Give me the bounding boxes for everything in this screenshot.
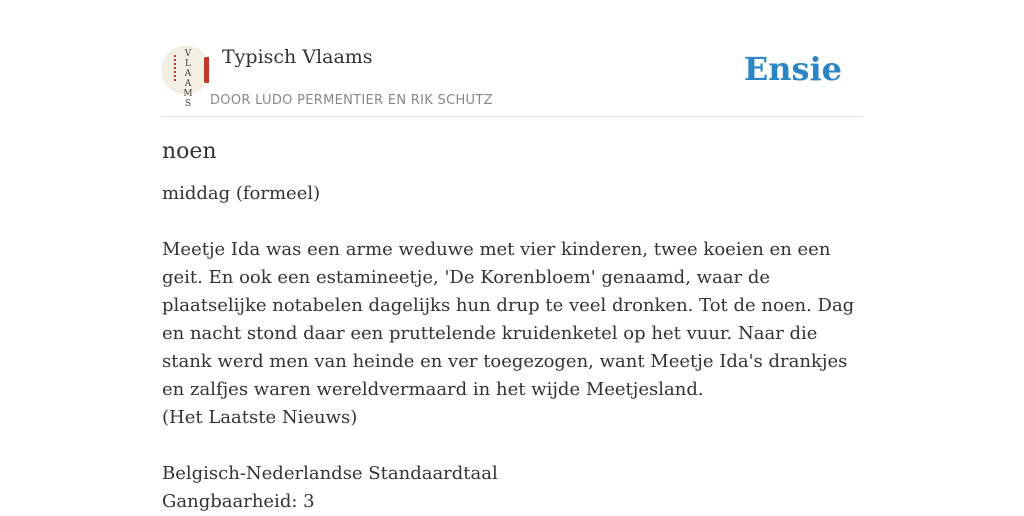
entry-term: noen bbox=[162, 139, 217, 164]
logo-red-edge bbox=[204, 57, 209, 83]
logo-decoration bbox=[174, 55, 179, 81]
entry-frequency: Gangbaarheid: 3 bbox=[162, 491, 315, 512]
entry-content bbox=[162, 180, 862, 516]
header bbox=[162, 0, 862, 117]
ensie-logo-link[interactable]: Ensie bbox=[743, 50, 842, 88]
page-container bbox=[162, 0, 862, 516]
book-title[interactable]: Typisch Vlaams bbox=[222, 46, 373, 68]
logo-letter: V bbox=[184, 49, 192, 59]
entry-definition: middag (formeel) bbox=[162, 183, 321, 204]
logo-letter: A bbox=[184, 69, 192, 79]
logo-letter: M bbox=[183, 89, 193, 99]
logo-letters bbox=[181, 49, 195, 109]
book-logo[interactable] bbox=[162, 46, 210, 109]
logo-letter: A bbox=[184, 79, 192, 89]
byline: DOOR LUDO PERMENTIER EN RIK SCHUTZ bbox=[210, 93, 493, 108]
logo-letter: L bbox=[185, 59, 191, 69]
logo-letter: S bbox=[184, 99, 192, 109]
entry-example: Meetje Ida was een arme weduwe met vier kinderen, twee koeien en een geit. En ook een estamineetje, 'De Korenbloem' genaamd, waar de plaatselijke notabelen dagelijks hun drup te veel dronken. Tot de noen. Dag en nacht stond daar een pruttelende kruidenketel op het vuur. Naar die stank werd men van heinde en ver toegezogen, want Meetje Ida's drankjes en zalfjes waren wereldvermaard in het wijde Meetjesland. bbox=[162, 239, 855, 400]
entry-register: Belgisch-Nederlandse Standaardtaal bbox=[162, 463, 498, 484]
entry-source: (Het Laatste Nieuws) bbox=[162, 407, 358, 428]
